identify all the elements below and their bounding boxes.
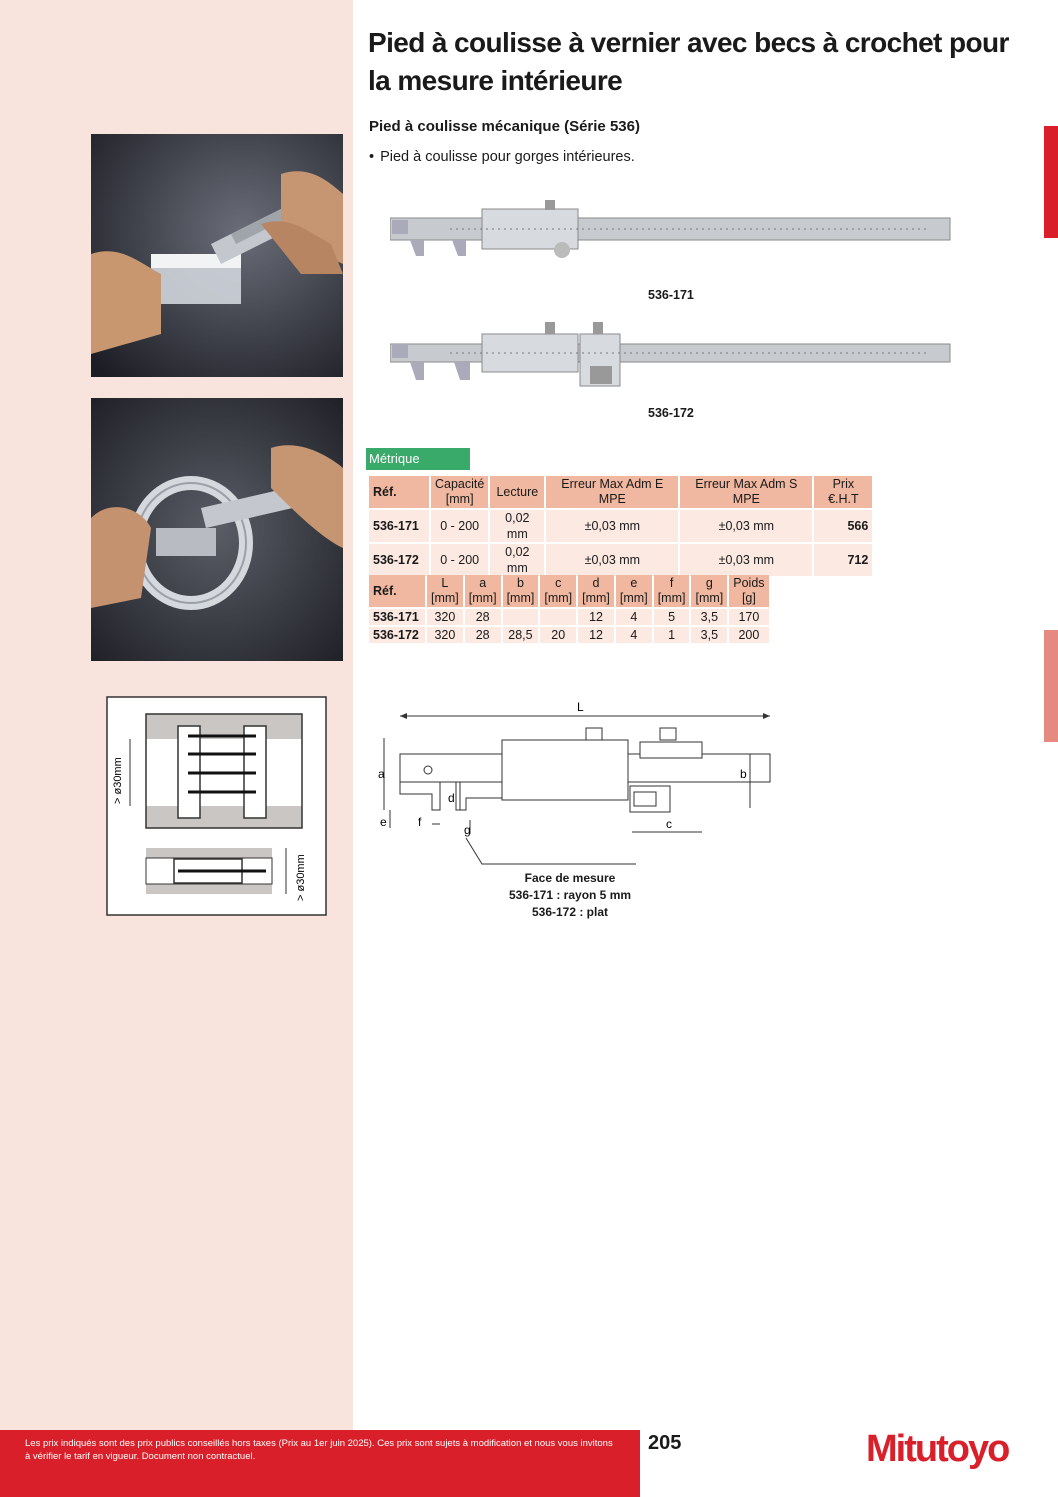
- col-L-unit: [mm]: [431, 591, 459, 605]
- caption-line-3: 536-172 : plat: [531, 905, 609, 919]
- cell-weight: 200: [729, 627, 768, 643]
- cell-b: [503, 609, 539, 625]
- cell-L: 320: [427, 627, 463, 643]
- table-row: [369, 544, 872, 576]
- col-d: [578, 575, 614, 607]
- col-g-unit: [mm]: [695, 591, 724, 605]
- col-e-label: e: [630, 576, 638, 590]
- col-capacity: Capacité [mm]: [431, 476, 488, 508]
- caliper-536-171-image: [390, 198, 952, 265]
- dimensions-table: [367, 573, 771, 645]
- feature-bullet-text: Pied à coulisse pour gorges intérieures.: [380, 149, 635, 165]
- cell-weight: 170: [729, 609, 768, 625]
- col-f: [654, 575, 690, 607]
- col-weight-unit: [g]: [741, 591, 756, 605]
- col-L: [427, 575, 463, 607]
- cell-error-s: ±0,03 mm: [680, 510, 812, 542]
- cell-g: 3,5: [691, 627, 727, 643]
- col-L-label: L: [441, 576, 449, 590]
- page-number: 205: [648, 1432, 682, 1454]
- table-header-row: [369, 476, 872, 508]
- cell-g: 3,5: [691, 609, 727, 625]
- cell-ref: 536-172: [369, 627, 425, 643]
- cell-d: 12: [578, 609, 614, 625]
- cell-e: 4: [616, 609, 652, 625]
- dim-a-label: a: [378, 767, 385, 781]
- cell-price: 566: [814, 510, 872, 542]
- dim-b-label: b: [740, 767, 747, 781]
- col-f-label: f: [669, 576, 674, 590]
- groove-usage-sketch: [106, 696, 328, 923]
- series-subtitle: Pied à coulisse mécanique (Série 536): [369, 118, 640, 135]
- col-c: [540, 575, 576, 607]
- brand-logo: Mitutoyo: [866, 1428, 1009, 1470]
- dim-e-label: e: [380, 815, 387, 829]
- col-weight-label: Poids: [733, 576, 765, 590]
- table-row: [369, 627, 769, 643]
- cell-ref: 536-171: [369, 609, 425, 625]
- col-ref: Réf.: [369, 476, 429, 508]
- groove-bottom-label: > ø30mm: [295, 854, 307, 901]
- col-weight: [729, 575, 768, 607]
- col-f-unit: [mm]: [657, 591, 686, 605]
- cell-e: 4: [616, 627, 652, 643]
- col-a-unit: [mm]: [468, 591, 497, 605]
- cell-error-e: ±0,03 mm: [546, 510, 678, 542]
- col-g: [691, 575, 727, 607]
- cell-b: 28,5: [503, 627, 539, 643]
- cell-c: 20: [540, 627, 576, 643]
- col-d-unit: [mm]: [582, 591, 610, 605]
- product-label-536-172: 536-172: [648, 406, 694, 420]
- cell-a: 28: [465, 627, 501, 643]
- dim-L-label: L: [577, 700, 584, 714]
- table-row: [369, 510, 872, 542]
- cell-a: 28: [465, 609, 501, 625]
- cell-ref: 536-172: [369, 544, 429, 576]
- usage-photo-groove: [91, 134, 343, 377]
- cell-reading: 0,02 mm: [490, 510, 544, 542]
- col-reading: Lecture: [490, 476, 544, 508]
- section-tab: [1044, 630, 1058, 742]
- cell-error-e: ±0,03 mm: [546, 544, 678, 576]
- col-a: [465, 575, 501, 607]
- col-a-label: a: [479, 576, 487, 590]
- col-e: [616, 575, 652, 607]
- caption-line-2: 536-171 : rayon 5 mm: [508, 888, 632, 902]
- col-c-label: c: [555, 576, 562, 590]
- section-tab-active: [1044, 126, 1058, 238]
- cell-ref: 536-171: [369, 510, 429, 542]
- col-ref: Réf.: [369, 575, 425, 607]
- table-row: [369, 609, 769, 625]
- col-e-unit: [mm]: [619, 591, 648, 605]
- dimension-drawing: [370, 698, 780, 873]
- cell-capacity: 0 - 200: [431, 510, 488, 542]
- footer-bar: [0, 1430, 640, 1497]
- col-error-e: Erreur Max Adm E MPE: [546, 476, 678, 508]
- col-d-label: d: [592, 576, 600, 590]
- caliper-536-172-image: [390, 318, 952, 393]
- dim-c-label: c: [666, 817, 672, 831]
- col-error-s: Erreur Max Adm S MPE: [680, 476, 812, 508]
- groove-top-label: > ø30mm: [112, 757, 124, 804]
- cell-error-s: ±0,03 mm: [680, 544, 812, 576]
- feature-bullet: • Pied à coulisse pour gorges intérieures.: [369, 149, 635, 165]
- caption-line-1: Face de mesure: [524, 871, 616, 885]
- cell-d: 12: [578, 627, 614, 643]
- col-b-label: b: [516, 576, 524, 590]
- footer-disclaimer: Les prix indiqués sont des prix publics conseillés hors taxes (Prix au 1er juin 2025). Ces prix sont sujets à modification et nous vous invitons à vérifier le tarif en vigueur. Document non contractuel.: [25, 1438, 613, 1462]
- product-label-536-171: 536-171: [648, 288, 694, 302]
- cell-f: 1: [654, 627, 690, 643]
- price-table: [367, 474, 874, 578]
- usage-photo-ring: [91, 398, 343, 661]
- col-price: Prix €.H.T: [814, 476, 872, 508]
- cell-c: [540, 609, 576, 625]
- cell-f: 5: [654, 609, 690, 625]
- table-header-row: [369, 575, 769, 607]
- metric-badge: Métrique: [366, 448, 470, 470]
- page-title: Pied à coulisse à vernier avec becs à crochet pour la mesure intérieure: [368, 27, 1009, 96]
- col-g-label: g: [705, 576, 713, 590]
- measuring-face-caption: [470, 870, 670, 921]
- cell-price: 712: [814, 544, 872, 576]
- dim-f-label: f: [418, 815, 422, 829]
- cell-capacity: 0 - 200: [431, 544, 488, 576]
- cell-L: 320: [427, 609, 463, 625]
- col-b-unit: [mm]: [506, 591, 535, 605]
- dim-d-label: d: [448, 791, 455, 805]
- dim-g-label: g: [464, 823, 471, 837]
- col-b: [503, 575, 539, 607]
- col-c-unit: [mm]: [544, 591, 573, 605]
- cell-reading: 0,02 mm: [490, 544, 544, 576]
